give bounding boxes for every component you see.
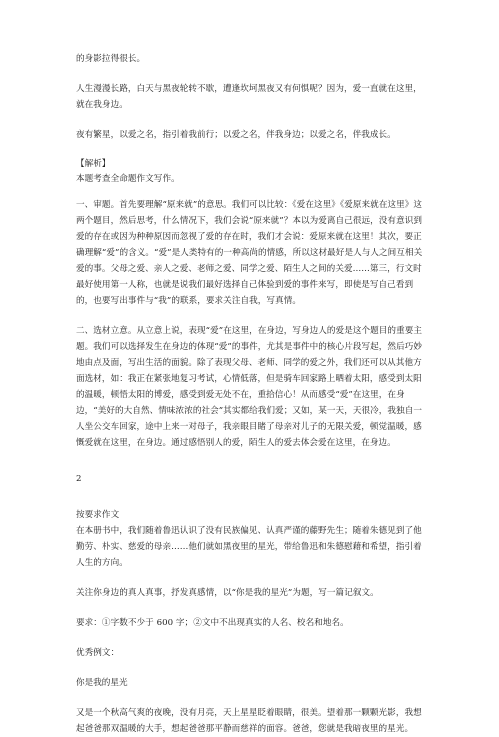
- analysis-heading: 【解析】: [76, 159, 111, 169]
- spacer: [76, 691, 423, 705]
- spacer: [76, 487, 423, 507]
- spacer: [76, 631, 423, 645]
- essay-paragraph-1: 又是一个秋高气爽的夜晚，没有月亮，天上星星眨着眼睛，很美。望着那一颗颗光影，我想起爸爸那双温暖的大手，想起爸爸那平静而慈祥的面容。爸爸，您就是我暗夜里的星光。: [76, 708, 422, 734]
- paragraph-night-stars: 夜有繁星，以爱之名，指引着我前行；以爱之名，伴我身边；以爱之名，伴我成长。: [76, 130, 396, 140]
- spacer: [76, 309, 423, 323]
- paragraph-life-road: 人生漫漫长路，白天与黑夜轮转不歇，遭逢坎坷黑夜又有何惧呢？因为，爱一直就在这里，就在我身边。: [76, 84, 422, 110]
- task-requirements: 要求：①字数不少于 600 字；②文中不出现真实的人名、校名和地名。: [76, 618, 349, 628]
- essay-title: 你是我的星光: [76, 678, 128, 688]
- spacer: [76, 143, 423, 157]
- paragraph-continuation: 的身影拉得很长。: [76, 54, 146, 64]
- spacer: [76, 187, 423, 197]
- task-body: 在本册书中，我们随着鲁迅认识了没有民族偏见、认真严谨的藤野先生；随着朱德见到了他勤劳、朴实、慈爱的母亲……他们就如黑夜里的星光，带给鲁迅和朱德慰藉和希望，指引着人生的方向。: [76, 526, 422, 568]
- spacer: [76, 661, 423, 675]
- task-instruction: 关注你身边的真人真事，抒发真感情，以“你是我的星光”为题，写一篇记叙文。: [76, 588, 379, 598]
- analysis-point-1: 一、审题。首先要理解“原来就”的意思。我们可以比较：《爱在这里》《爱原来就在这里》这两个题目，然后思考，什么情况下，我们会说“原来就”？本以为爱离自己很远，没有意识到爱的存在或因为种种原因而忽视了爱的存在时，我们才会说：爱原来就在这里！其次，要正确理解“爱”的含义。“爱”是人类特有的一种高尚的情感，所以这材最好是人与人之间互相关爱的事。父母之爱、亲人之爱、老师之爱、同学之爱、陌生人之间的关爱……第三，行文时最好使用第一人称，也就是说我们最好选择自己体验到爱的事件来写，即使是写自己看到的，也要写出事件与“我”的联系，要求关注自我，写真情。: [76, 200, 423, 306]
- spacer: [76, 601, 423, 615]
- spacer: [76, 113, 423, 127]
- spacer: [76, 451, 423, 471]
- spacer: [76, 67, 423, 81]
- analysis-intro: 本题考查全命题作文写作。: [76, 174, 180, 184]
- task-title: 按要求作文: [76, 510, 120, 520]
- sample-label: 优秀例文：: [76, 648, 120, 658]
- analysis-point-2: 二、选材立意。从立意上说，表现“爱”在这里，在身边，写身边人的爱是这个题目的重要主题。我们可以选择发生在身边的体现“爱”的事件，尤其是事件中的核心片段写起，然后巧妙地由点及面，写出生活的面貌。除了表现父母、老师、同学的爱之外，我们还可以从其他方面选材，如：我正在紧张地复习考试，心情低落，但是骑车回家路上晒着太阳，感受到太阳的温暖，顿悟太阳的博爱，感受到爱无处不在，重拾信心！从而感受“爱”在这里，在身边，“美好的大自然、情味浓浓的社会”其实都给我们爱；又如，某一天，天很冷，我独自一人坐公交车回家，途中上来一对母子，我亲眼目睹了母亲对儿子的无限关爱，顿觉温暖，感慨爱就在这里，在身边。通过感悟别人的爱，陌生人的爱去体会爱在这里，在身边。: [76, 326, 422, 448]
- spacer: [76, 571, 423, 585]
- question-number: 2: [76, 474, 82, 484]
